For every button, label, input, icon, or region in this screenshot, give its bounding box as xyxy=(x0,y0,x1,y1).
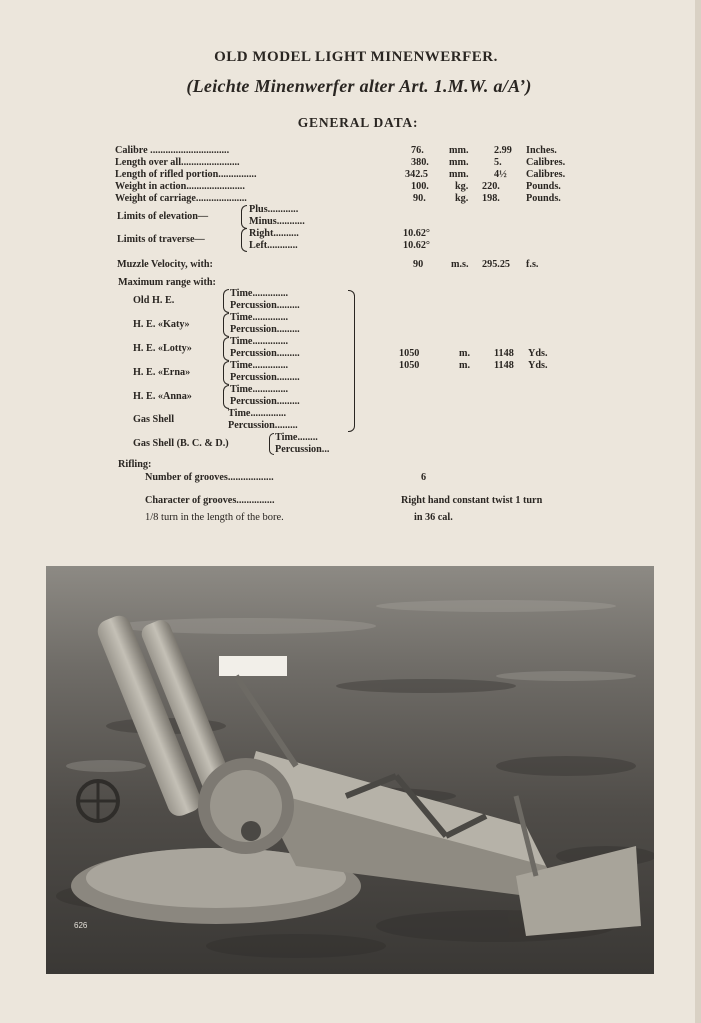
row-length-v1: 380. xyxy=(411,157,429,168)
traverse-label: Limits of traverse— xyxy=(117,234,205,245)
row-length-u1: mm. xyxy=(449,157,469,168)
range-unit-2: m. xyxy=(459,360,471,371)
range-old-he: Old H. E. xyxy=(133,295,175,306)
row-weight-carriage-v2: 198. xyxy=(482,193,500,204)
range-anna-percussion: Percussion......... xyxy=(230,396,300,407)
row-weight-carriage-label: Weight of carriage.................... xyxy=(115,193,247,204)
row-weight-action-u2: Pounds. xyxy=(526,181,561,192)
range-gas-bcd-time: Time........ xyxy=(275,432,318,443)
traverse-left: Left............ xyxy=(249,240,298,251)
row-rifled-label: Length of rifled portion............... xyxy=(115,169,257,180)
range-gas: Gas Shell xyxy=(133,414,175,425)
range-value-2: 1050 xyxy=(399,360,420,371)
row-calibre-label: Calibre ............................... xyxy=(115,145,230,156)
row-calibre-v2: 2.99 xyxy=(494,145,512,156)
range-value2-1: 1148 xyxy=(494,348,514,359)
row-weight-action-label: Weight in action....................... xyxy=(115,181,245,192)
range-value-1: 1050 xyxy=(399,348,420,359)
traverse-right: Right.......... xyxy=(249,228,299,239)
traverse-brace xyxy=(241,228,247,252)
range-katy-time: Time.............. xyxy=(230,312,289,323)
row-weight-carriage-v1: 90. xyxy=(413,193,426,204)
rifling-eighth-value: in 36 cal. xyxy=(414,512,453,523)
muzzle-v1: 90 xyxy=(413,259,424,270)
row-calibre-v1: 76. xyxy=(411,145,424,156)
range-lotty: H. E. «Lotty» xyxy=(133,343,192,354)
muzzle-u2: f.s. xyxy=(526,259,539,270)
elevation-minus: Minus........... xyxy=(249,216,305,227)
max-range-label: Maximum range with: xyxy=(118,277,216,288)
range-lotty-time: Time.............. xyxy=(230,336,289,347)
range-erna-percussion: Percussion......... xyxy=(230,372,300,383)
range-gas-percussion: Percussion......... xyxy=(228,420,298,431)
plate-number: 626 xyxy=(74,921,88,930)
rifling-eighth-label: 1/8 turn in the length of the bore. xyxy=(145,512,284,523)
range-unit2-2: Yds. xyxy=(528,360,548,371)
rifling-label: Rifling: xyxy=(118,459,152,470)
rifling-character-label: Character of grooves............... xyxy=(145,495,275,506)
range-brace-5 xyxy=(223,385,229,409)
range-katy-percussion: Percussion......... xyxy=(230,324,300,335)
section-heading: GENERAL DATA: xyxy=(297,115,419,130)
range-erna-time: Time.............. xyxy=(230,360,289,371)
row-weight-action-u1: kg. xyxy=(455,181,469,192)
muzzle-label: Muzzle Velocity, with: xyxy=(117,259,213,270)
row-weight-carriage-u2: Pounds. xyxy=(526,193,561,204)
row-rifled-v2: 4½ xyxy=(494,169,507,180)
rifling-character-value: Right hand constant twist 1 turn xyxy=(401,495,543,506)
range-anna: H. E. «Anna» xyxy=(133,391,192,402)
page-subtitle: (Leichte Minenwerfer alter Art. 1.M.W. a/A’) xyxy=(186,76,532,96)
muzzle-u1: m.s. xyxy=(451,259,469,270)
traverse-right-value: 10.62° xyxy=(403,228,430,239)
range-old-he-percussion: Percussion......... xyxy=(230,300,300,311)
range-brace-3 xyxy=(223,337,229,361)
range-anna-time: Time.............. xyxy=(230,384,289,395)
page-title: OLD MODEL LIGHT MINENWERFER. xyxy=(214,49,498,65)
row-rifled-u1: mm. xyxy=(449,169,469,180)
range-gas-bcd-percussion: Percussion... xyxy=(275,444,330,455)
range-brace-4 xyxy=(223,361,229,385)
row-length-v2: 5. xyxy=(494,157,502,168)
row-weight-carriage-u1: kg. xyxy=(455,193,469,204)
range-right-brace xyxy=(348,290,355,432)
row-calibre-u2: Inches. xyxy=(526,145,557,156)
range-erna: H. E. «Erna» xyxy=(133,367,191,378)
range-old-he-time: Time.............. xyxy=(230,288,289,299)
elevation-plus: Plus............ xyxy=(249,204,299,215)
row-weight-action-v2: 220. xyxy=(482,181,500,192)
traverse-left-value: 10.62° xyxy=(403,240,430,251)
page-edge xyxy=(695,0,701,1023)
elevation-brace xyxy=(241,205,247,229)
row-rifled-u2: Calibres. xyxy=(526,169,566,180)
muzzle-v2: 295.25 xyxy=(482,259,511,270)
range-brace-6 xyxy=(269,433,274,455)
minenwerfer-photograph xyxy=(46,566,654,974)
range-lotty-percussion: Percussion......... xyxy=(230,348,300,359)
range-value2-2: 1148 xyxy=(494,360,514,371)
range-brace-2 xyxy=(223,313,229,337)
rifling-grooves-value: 6 xyxy=(421,472,427,483)
range-gas-time: Time.............. xyxy=(228,408,287,419)
rifling-grooves-label: Number of grooves.................. xyxy=(145,472,274,483)
range-brace-1 xyxy=(223,289,229,313)
row-length-label: Length over all....................... xyxy=(115,157,240,168)
range-gas-bcd: Gas Shell (B. C. & D.) xyxy=(133,438,229,449)
range-katy: H. E. «Katy» xyxy=(133,319,190,330)
elevation-label: Limits of elevation— xyxy=(117,211,209,222)
row-calibre-u1: mm. xyxy=(449,145,469,156)
range-unit-1: m. xyxy=(459,348,471,359)
range-unit2-1: Yds. xyxy=(528,348,548,359)
row-rifled-v1: 342.5 xyxy=(405,169,428,180)
row-weight-action-v1: 100. xyxy=(411,181,429,192)
row-length-u2: Calibres. xyxy=(526,157,566,168)
